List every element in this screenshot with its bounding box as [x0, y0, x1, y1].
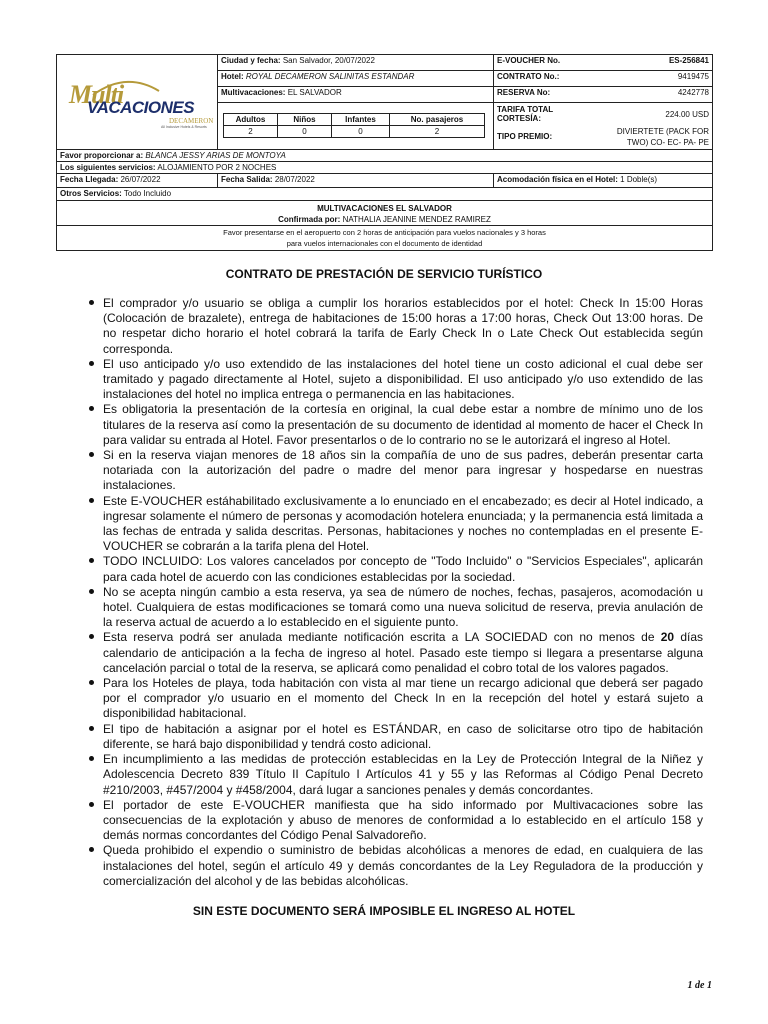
reserva-label: RESERVA No:: [497, 88, 551, 97]
clause-item: Para los Hoteles de playa, toda habitación con vista al mar tiene un recargo adicional que deberá ser pagado por el comprador y/o usuario en el momento del Check In en la recepción del hotel y estará sujeto a disponibilidad habitacional.: [88, 676, 703, 722]
clause-item: El uso anticipado y/o uso extendido de las instalaciones del hotel tiene un costo adicional el cual debe ser tramitado y pagado directamente al Hotel, sujeto a disponibilidad. El uso anticipado y/o uso extendido de las instalaciones del hotel no implica entrega o permanencia en las habitaciones.: [88, 357, 703, 403]
premio-label: TIPO PREMIO:: [497, 132, 553, 141]
otros-label: Otros Servicios:: [60, 189, 122, 198]
favor-value: BLANCA JESSY ARIAS DE MONTOYA: [145, 151, 286, 160]
clause-item-anulacion: Esta reserva podrá ser anulada mediante notificación escrita a LA SOCIEDAD con no menos de 20 días calendario de anticipación a la fecha de ingreso al hotel. Pasado este tiempo si llegara a presentarse alguna cancelación parcial o total de la reserva, se aplicará como penalidad el cobro total de los valores pagados.: [88, 630, 703, 676]
servicios-label: Los siguientes servicios:: [60, 163, 156, 172]
bullet-icon: [89, 406, 94, 411]
tarifa-label-line-1: TARIFA TOTAL: [497, 105, 554, 114]
reserva-field: [493, 86, 713, 103]
ninos-value: 0: [277, 125, 332, 138]
llegada-field: [56, 173, 218, 188]
bullet-icon: [89, 589, 94, 594]
adultos-header: Adultos: [223, 113, 278, 126]
clause-item: En incumplimiento a las medidas de protección establecidas en la Ley de Protección Integral de la Niñez y Adolescencia Decreto 839 Título II Capítulo I Artículos 41 y 55 y las Reformas al Código Penal Decreto #210/2003, #457/2004 y #458/2004, dará lugar a sanciones penales y demás concordantes.: [88, 752, 703, 798]
clause-item: Si en la reserva viajan menores de 18 años sin la compañía de uno de sus padres, deberán presentar carta notariada con la autorización del padre o madre del menor para ingresar y hospedarse en nuestras instalaciones.: [88, 448, 703, 494]
clause-item: Es obligatoria la presentación de la cortesía en original, la cual debe estar a nombre de mínimo uno de los titulares de la reserva así como la presentación de su documento de identidad al momento de hacer el Check In para validar su entrada al Hotel. Favor presentarlos o de lo contrario no se le autorizará el ingreso al Hotel.: [88, 402, 703, 448]
clause-item: El tipo de habitación a asignar por el hotel es ESTÁNDAR, en caso de solicitarse otro tipo de habitación diferente, se hará bajo disponibilidad y tendrá costo adicional.: [88, 722, 703, 752]
tarifa-value: 224.00 USD: [665, 110, 709, 119]
clause-item: Queda prohibido el expendio o suministro de bebidas alcohólicas a menores de edad, en cualquiera de las instalaciones del hotel, según el artículo 49 y demás concordantes de la Ley Reguladora de la producción y comercialización del alcohol y de las bebidas alcohólicas.: [88, 843, 703, 889]
bullet-icon: [89, 300, 94, 305]
logo-word-vacaciones: VACACIONES: [87, 98, 195, 117]
infantes-header: Infantes: [331, 113, 390, 126]
aeropuerto-note: [56, 225, 713, 251]
tarifa-premio-box: [493, 102, 713, 150]
acomodacion-label: Acomodación física en el Hotel:: [497, 175, 618, 184]
infantes-value: 0: [331, 125, 390, 138]
pasajeros-header: No. pasajeros: [389, 113, 485, 126]
multivacaciones-field: [217, 86, 494, 103]
contract-title: CONTRATO DE PRESTACIÓN DE SERVICIO TURÍSTICO: [225, 267, 543, 281]
adultos-value: 2: [223, 125, 278, 138]
otros-value: Todo Incluido: [123, 189, 172, 198]
confirm-value: NATHALIA JEANINE MENDEZ RAMIREZ: [342, 215, 491, 224]
hotel-field: [217, 70, 494, 87]
logo-tagline: All Inclusive Hotels & Resorts: [161, 125, 207, 129]
tarifa-label: [497, 105, 553, 123]
acomodacion-field: [493, 173, 713, 188]
confirmacion-box: [56, 200, 713, 226]
otros-servicios-field: [56, 187, 713, 201]
note-line-2: para vuelos internacionales con el documento de identidad: [286, 239, 483, 248]
tarifa-label-line-2: CORTESÍA:: [497, 114, 541, 123]
multivacaciones-label: Multivacaciones:: [221, 88, 286, 97]
ingreso-warning: SIN ESTE DOCUMENTO SERÁ IMPOSIBLE EL INGRESO AL HOTEL: [192, 904, 576, 918]
multivacaciones-value: EL SALVADOR: [287, 88, 342, 97]
bullet-icon: [89, 634, 94, 639]
confirm-label: Confirmada por:: [278, 215, 341, 224]
contrato-label: CONTRATO No.:: [497, 72, 560, 81]
ciudad-label: Ciudad y fecha:: [221, 56, 281, 65]
bullet-icon: [89, 498, 94, 503]
servicios-value: ALOJAMIENTO POR 2 NOCHES: [157, 163, 277, 172]
salida-label: Fecha Salida:: [221, 175, 273, 184]
logo-word-multi: Multi: [69, 80, 124, 109]
evoucher-label: E-VOUCHER No.: [497, 56, 561, 65]
favor-label: Favor proporcionar a:: [60, 151, 144, 160]
bullet-icon: [89, 847, 94, 852]
clause-item: No se acepta ningún cambio a esta reserva, ya sea de número de noches, fechas, pasajeros, acomodación u hotel. Cualquiera de estas modificaciones se tomará como una nueva solicitud de reserva, previa anulación de la reserva actual de acuerdo a lo establecido en el siguiente punto.: [88, 585, 703, 631]
contrato-field: [493, 70, 713, 87]
acomodacion-value: 1 Doble(s): [620, 175, 658, 184]
ninos-header: Niños: [277, 113, 332, 126]
hotel-value: ROYAL DECAMERON SALINITAS ESTANDAR: [245, 72, 415, 81]
evoucher-value: ES-256841: [668, 56, 709, 65]
evoucher-field: [493, 54, 713, 71]
reserva-value: 4242778: [677, 88, 709, 97]
salida-value: 28/07/2022: [274, 175, 315, 184]
contract-clauses: [88, 296, 703, 889]
pasajeros-value: 2: [389, 125, 485, 138]
voucher-header-table: [56, 54, 713, 251]
salida-field: [217, 173, 494, 188]
bullet-icon: [89, 756, 94, 761]
anulacion-days: 20: [660, 630, 675, 645]
note-line-1: Favor presentarse en el aeropuerto con 2 horas de anticipación para vuelos nacionales y 3 horas: [223, 228, 546, 237]
premio-value-line-2: TWO) CO- EC- PA- PE: [626, 138, 709, 147]
multivacaciones-logo: [56, 54, 218, 150]
confirm-title: MULTIVACACIONES EL SALVADOR: [317, 204, 452, 213]
logo-brand-decameron: DECAMERON: [169, 117, 214, 125]
bullet-icon: [89, 726, 94, 731]
bullet-icon: [89, 361, 94, 366]
premio-value: [617, 126, 709, 148]
bullet-icon: [89, 558, 94, 563]
clause-item: El portador de este E-VOUCHER manifiesta que ha sido informado por Multivacaciones sobre las consecuencias de la explotación y abuso de menores de conformidad a lo establecido en el artículo 158 y demás normas concordantes del Código Penal Salvadoreño.: [88, 798, 703, 844]
contrato-value: 9419475: [677, 72, 709, 81]
llegada-label: Fecha Llegada:: [60, 175, 119, 184]
hotel-label: Hotel:: [221, 72, 244, 81]
ciudad-value: San Salvador, 20/07/2022: [282, 56, 375, 65]
clause-item: El comprador y/o usuario se obliga a cumplir los horarios establecidos por el hotel: Check In 15:00 Horas (Colocación de brazalete), entrega de habitaciones de 15:00 horas a 17:00 horas, Check Out 13:00 horas. De no respetar dicho horario el hotel cobrará la tarifa de Early Check In o Late Check Out establecida según corresponda.: [88, 296, 703, 357]
premio-value-line-1: DIVIERTETE (PACK FOR: [616, 127, 709, 136]
bullet-icon: [89, 802, 94, 807]
bullet-icon: [89, 452, 94, 457]
bullet-icon: [89, 680, 94, 685]
clause-item: TODO INCLUIDO: Los valores cancelados por concepto de "Todo Incluido" o "Servicios Especiales", aplicarán para cada hotel de acuerdo con las condiciones establecidas por la sociedad.: [88, 554, 703, 584]
clause-item: Este E-VOUCHER estáhabilitado exclusivamente a lo enunciado en el encabezado; es decir al Hotel indicado, a ingresar solamente el número de personas y acomodación hotelera enunciada; y la permanencia está limitada a las fechas de entrada y salida descritas. Personas, habitaciones y noches no contempladas en el presente E-VOUCHER se cobrarán a la tarifa plena del Hotel.: [88, 494, 703, 555]
page-number: 1 de 1: [687, 980, 712, 991]
ciudad-fecha-field: [217, 54, 494, 71]
llegada-value: 26/07/2022: [120, 175, 161, 184]
